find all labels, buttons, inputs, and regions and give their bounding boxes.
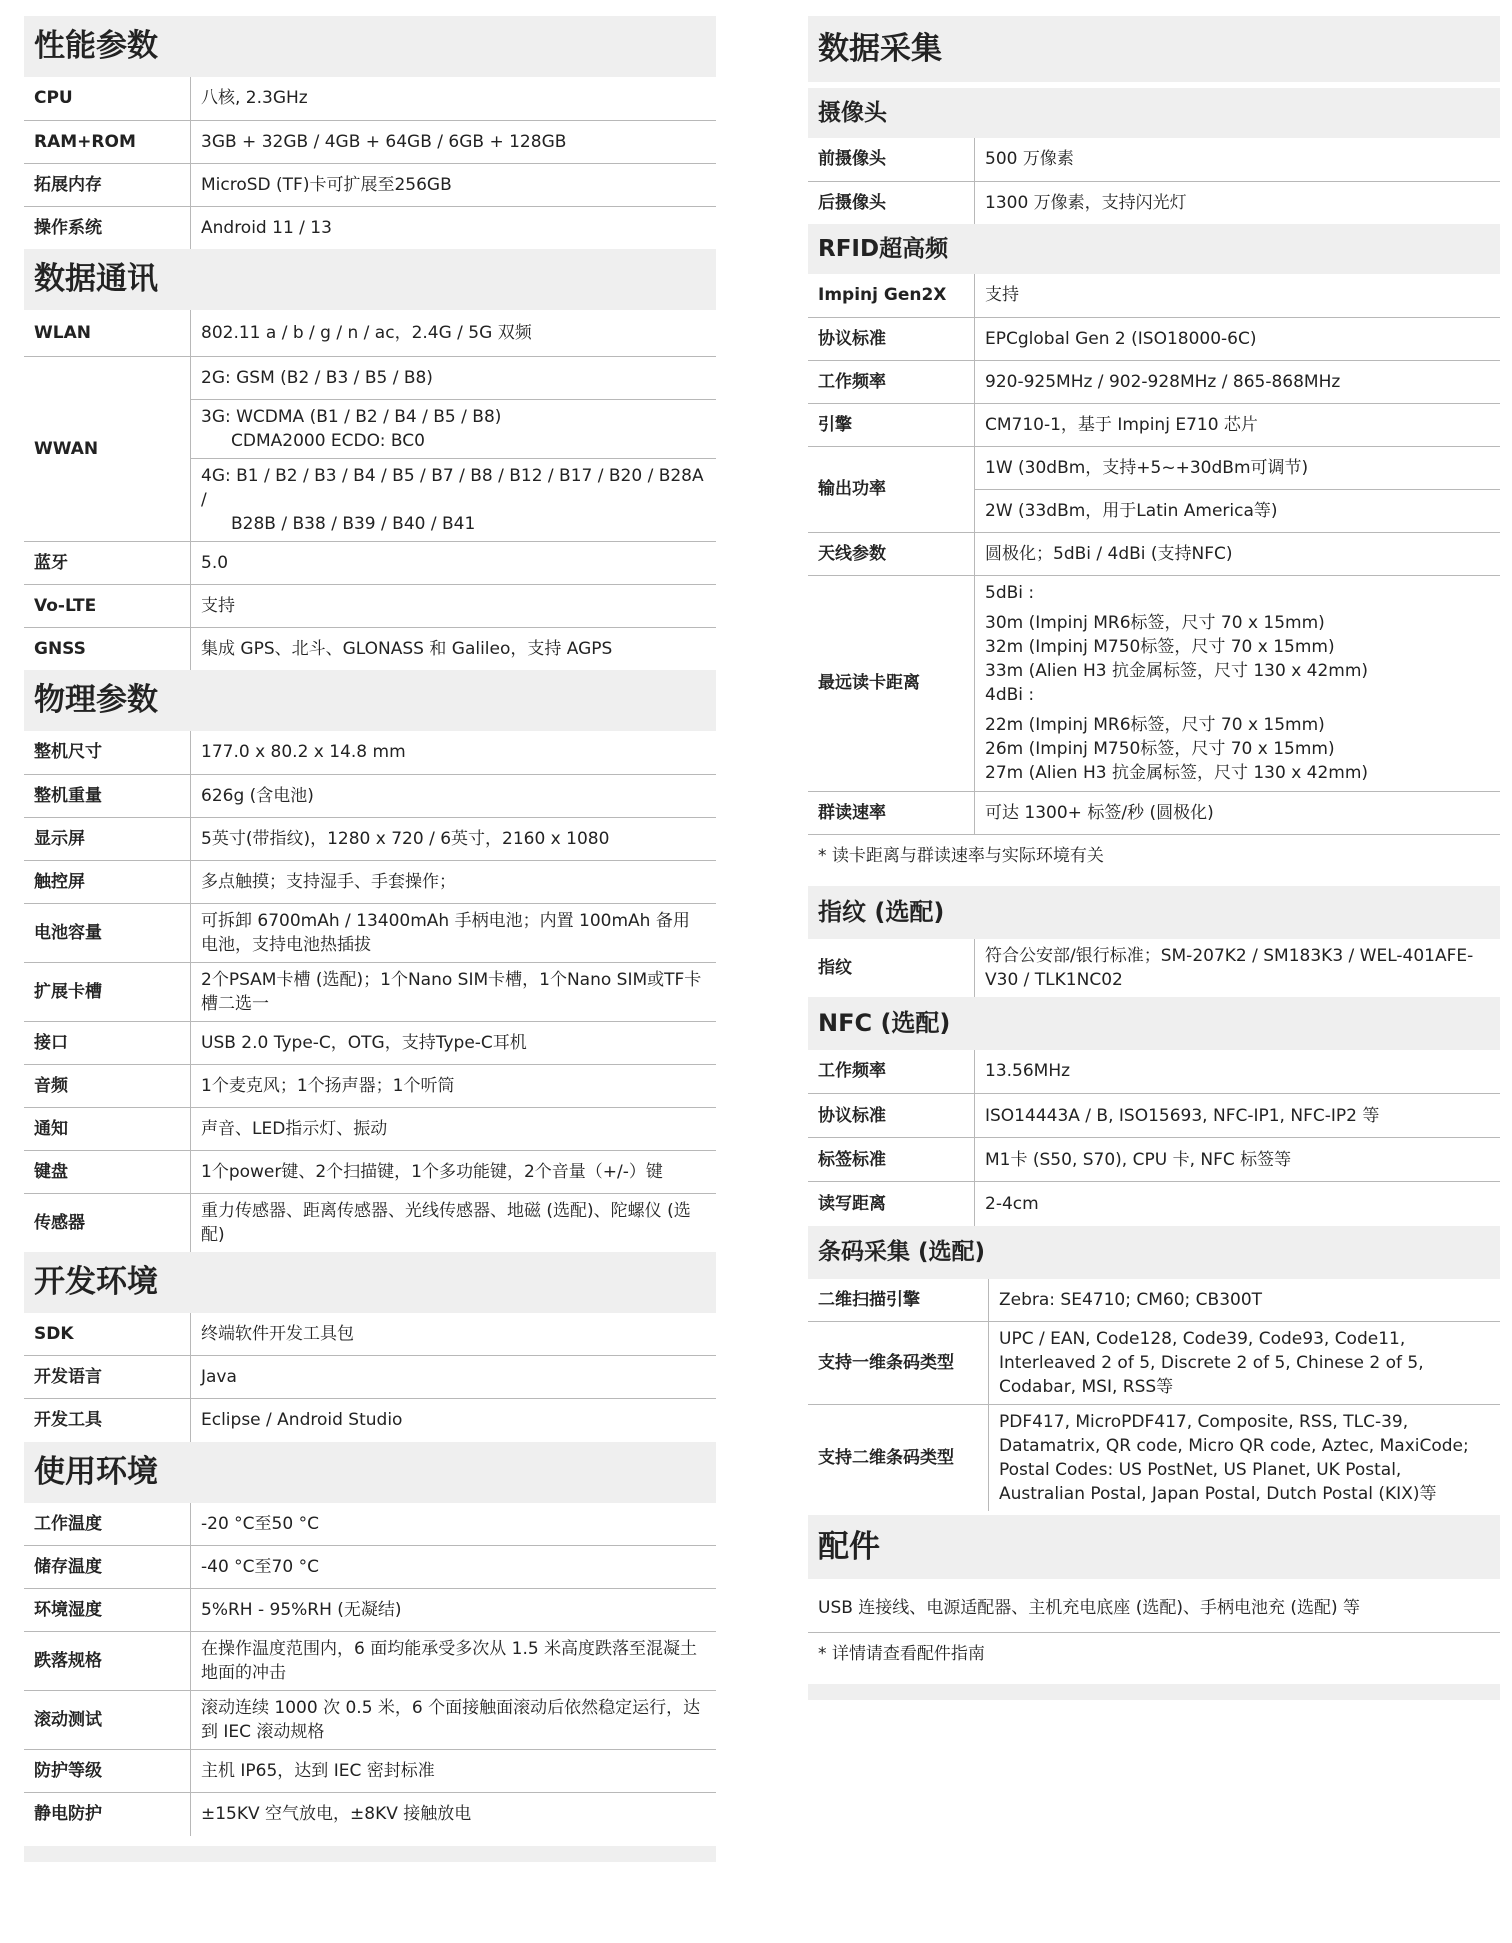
table-row — [808, 575, 1500, 791]
spec-key: 指纹 — [808, 939, 975, 997]
spec-value: 1个power键、2个扫描键，1个多功能键，2个音量（+/-）键 — [191, 1150, 717, 1193]
range-line: 26m (Impinj M750标签，尺寸 70 x 15mm) — [985, 739, 1335, 759]
spec-key: 音频 — [24, 1064, 191, 1107]
table-row — [24, 1064, 716, 1107]
spec-key: 天线参数 — [808, 532, 975, 575]
spec-table-barcode — [808, 1279, 1500, 1512]
spec-value: 5英寸(带指纹)，1280 x 720 / 6英寸，2160 x 1080 — [191, 817, 717, 860]
spec-value: EPCglobal Gen 2 (ISO18000-6C) — [975, 317, 1501, 360]
spec-value: ±15KV 空气放电，±8KV 接触放电 — [201, 1804, 472, 1825]
table-row — [24, 1750, 716, 1793]
spacer — [808, 1676, 1500, 1684]
spec-value: PDF417, MicroPDF417, Composite, RSS, TLC-39, Datamatrix, QR code, Micro QR code, Aztec, MaxiCode; Postal Codes: US PostNet, US Planet, UK Postal, Australian Postal, Japan Postal, Dutch Postal (KIX)等 — [999, 1412, 1469, 1504]
table-row — [24, 1399, 716, 1442]
table-row — [808, 138, 1500, 181]
spec-value: 八核, 2.3GHz — [191, 77, 717, 120]
table-row — [808, 181, 1500, 224]
spec-table-performance — [24, 77, 716, 249]
table-row — [24, 903, 716, 962]
spec-value: 13.56MHz — [975, 1050, 1501, 1094]
section-header-data-capture: 数据采集 — [808, 16, 1500, 82]
range-line: 27m (Alien H3 抗金属标签，尺寸 130 x 42mm) — [985, 763, 1369, 783]
sub-header-camera: 摄像头 — [808, 88, 1500, 138]
spec-value: Eclipse / Android Studio — [201, 1410, 403, 1431]
table-row — [24, 310, 716, 356]
table-row — [808, 532, 1500, 575]
table-row — [24, 1691, 716, 1750]
spec-value: Zebra: SE4710; CM60; CB300T — [989, 1279, 1501, 1322]
spec-value: 可拆卸 6700mAh / 13400mAh 手柄电池；内置 100mAh 备用电池，支持电池热插拔 — [191, 903, 717, 962]
table-row — [808, 1182, 1500, 1226]
table-row — [808, 939, 1500, 997]
spec-key: Vo-LTE — [24, 584, 191, 627]
table-row — [808, 403, 1500, 446]
range-heading: 4dBi : — [985, 685, 1035, 705]
spec-key: 显示屏 — [24, 817, 191, 860]
spec-value: ISO14443A / B, ISO15693, NFC-IP1, NFC-IP2 等 — [975, 1094, 1501, 1138]
spec-key: 储存温度 — [24, 1546, 191, 1589]
section-header-use-env: 使用环境 — [24, 1442, 716, 1503]
spec-value: 1个麦克风；1个扬声器；1个听筒 — [191, 1064, 717, 1107]
table-row — [24, 1589, 716, 1632]
footer-bar — [24, 1846, 716, 1862]
spec-value: 符合公安部/银行标准；SM-207K2 / SM183K3 / WEL-401AFE-V30 / TLK1NC02 — [985, 945, 1474, 990]
spec-value: 重力传感器、距离传感器、光线传感器、地磁 (选配)、陀螺仪 (选配) — [201, 1200, 691, 1245]
spec-value: 177.0 x 80.2 x 14.8 mm — [191, 731, 717, 774]
spec-value: USB 2.0 Type-C，OTG，支持Type-C耳机 — [191, 1021, 717, 1064]
spec-key: 引擎 — [808, 403, 975, 446]
spec-key: 协议标准 — [808, 317, 975, 360]
table-row — [24, 774, 716, 817]
range-line: 32m (Impinj M750标签，尺寸 70 x 15mm) — [985, 637, 1335, 657]
spec-value: 626g (含电池) — [191, 774, 717, 817]
spec-value: 在操作温度范围内，6 面均能承受多次从 1.5 米高度跌落至混凝土地面的冲击 — [191, 1632, 717, 1691]
table-row — [808, 1405, 1500, 1512]
spec-table-fingerprint — [808, 939, 1500, 997]
range-heading: 5dBi : — [985, 583, 1035, 603]
spec-key: 通知 — [24, 1107, 191, 1150]
table-row — [24, 962, 716, 1021]
spec-value: 920-925MHz / 902-928MHz / 865-868MHz — [975, 360, 1501, 403]
footer-bar — [808, 1684, 1500, 1700]
spec-value: 2-4cm — [985, 1193, 1039, 1214]
spec-table-physical — [24, 731, 716, 1252]
spec-value: 5%RH - 95%RH (无凝结) — [191, 1589, 717, 1632]
spec-value: 声音、LED指示灯、振动 — [191, 1107, 717, 1150]
table-row — [24, 860, 716, 903]
table-row — [808, 791, 1500, 834]
section-header-physical: 物理参数 — [24, 670, 716, 731]
spacer — [808, 878, 1500, 886]
spec-key: 工作频率 — [808, 360, 975, 403]
accessories-list: USB 连接线、电源适配器、主机充电底座 (选配)、手柄电池充 (选配) 等 — [808, 1585, 1500, 1633]
spec-key: WWAN — [24, 356, 191, 541]
spec-key: SDK — [24, 1313, 191, 1356]
spec-key: 支持二维条码类型 — [808, 1405, 989, 1512]
table-row — [24, 77, 716, 120]
table-row — [24, 627, 716, 670]
spec-key: 开发语言 — [24, 1356, 191, 1399]
wwan-3g-line: CDMA2000 ECDO: BC0 — [231, 430, 425, 451]
spec-key: 滚动测试 — [24, 1691, 191, 1750]
spec-key: 支持一维条码类型 — [808, 1322, 989, 1405]
spec-key: 前摄像头 — [808, 138, 975, 181]
spec-value: 500 万像素 — [975, 138, 1501, 181]
spec-value: CM710-1，基于 Impinj E710 芯片 — [975, 403, 1501, 446]
spec-value: UPC / EAN, Code128, Code39, Code93, Code11, Interleaved 2 of 5, Discrete 2 of 5, Chinese 2 of 5, Codabar, MSI, RSS等 — [989, 1322, 1501, 1405]
spec-value: M1卡 (S50, S70), CPU 卡, NFC 标签等 — [975, 1138, 1501, 1182]
spec-value: 支持 — [975, 274, 1501, 317]
table-row — [808, 1094, 1500, 1138]
spec-key: CPU — [24, 77, 191, 120]
table-row — [24, 206, 716, 249]
spec-value — [191, 458, 717, 541]
spec-table-camera — [808, 138, 1500, 224]
spec-table-communication — [24, 310, 716, 670]
spec-value: 2W (33dBm，用于Latin America等) — [975, 489, 1501, 532]
section-header-communication: 数据通讯 — [24, 249, 716, 310]
right-column — [808, 16, 1500, 1700]
spec-value: 3GB + 32GB / 4GB + 64GB / 6GB + 128GB — [191, 120, 717, 163]
table-row — [808, 360, 1500, 403]
table-row — [808, 1279, 1500, 1322]
spec-table-nfc — [808, 1050, 1500, 1226]
wwan-4g-line: 4G: B1 / B2 / B3 / B4 / B5 / B7 / B8 / B12 / B17 / B20 / B28A / — [201, 465, 704, 510]
range-line: 22m (Impinj MR6标签，尺寸 70 x 15mm) — [985, 715, 1325, 735]
section-header-fingerprint: 指纹 (选配) — [808, 886, 1500, 939]
table-row — [808, 317, 1500, 360]
spec-key: 后摄像头 — [808, 181, 975, 224]
spec-key: GNSS — [24, 627, 191, 670]
spec-key: WLAN — [24, 310, 191, 356]
table-row — [24, 1021, 716, 1064]
spec-key: 工作温度 — [24, 1503, 191, 1546]
spec-key: RAM+ROM — [24, 120, 191, 163]
rfid-note: * 读卡距离与群读速率与实际环境有关 — [818, 845, 1104, 866]
accessories-note: * 详情请查看配件指南 — [818, 1644, 985, 1664]
spec-key: 群读速率 — [808, 791, 975, 834]
spec-value: 1300 万像素，支持闪光灯 — [985, 192, 1187, 213]
section-header-nfc: NFC (选配) — [808, 997, 1500, 1050]
spec-key: 读写距离 — [808, 1182, 975, 1226]
spec-key: 触控屏 — [24, 860, 191, 903]
spec-key: 二维扫描引擎 — [808, 1279, 989, 1322]
spec-key: 接口 — [24, 1021, 191, 1064]
table-row — [24, 1107, 716, 1150]
spec-key: 键盘 — [24, 1150, 191, 1193]
range-line: 33m (Alien H3 抗金属标签，尺寸 130 x 42mm) — [985, 661, 1369, 681]
spec-value: 圆极化；5dBi / 4dBi (支持NFC) — [975, 532, 1501, 575]
table-row — [24, 163, 716, 206]
spec-value: -20 °C至50 °C — [191, 1503, 717, 1546]
spec-key: 整机重量 — [24, 774, 191, 817]
spec-key: 输出功率 — [808, 446, 975, 532]
spec-value: 主机 IP65，达到 IEC 密封标准 — [191, 1750, 717, 1793]
range-line: 30m (Impinj MR6标签，尺寸 70 x 15mm) — [985, 613, 1325, 633]
table-row — [24, 731, 716, 774]
spec-key: 整机尺寸 — [24, 731, 191, 774]
table-row — [24, 1632, 716, 1691]
section-header-barcode: 条码采集 (选配) — [808, 1226, 1500, 1279]
spec-value: 可达 1300+ 标签/秒 (圆极化) — [975, 791, 1501, 834]
table-row — [24, 120, 716, 163]
table-row — [24, 1503, 716, 1546]
spec-key: Impinj Gen2X — [808, 274, 975, 317]
spec-key: 电池容量 — [24, 903, 191, 962]
spec-value: 支持 — [191, 584, 717, 627]
spec-key: 操作系统 — [24, 206, 191, 249]
spec-value: 多点触摸；支持湿手、手套操作； — [191, 860, 717, 903]
spec-key: 拓展内存 — [24, 163, 191, 206]
table-row — [24, 1356, 716, 1399]
spec-value: 终端软件开发工具包 — [191, 1313, 717, 1356]
spec-value: Java — [191, 1356, 717, 1399]
spec-value: Android 11 / 13 — [201, 217, 332, 238]
spec-key: 传感器 — [24, 1193, 191, 1252]
spec-key: 静电防护 — [24, 1793, 191, 1836]
spec-value: 1W (30dBm，支持+5~+30dBm可调节) — [975, 446, 1501, 489]
spec-key: 跌落规格 — [24, 1632, 191, 1691]
spec-value: 集成 GPS、北斗、GLONASS 和 Galileo，支持 AGPS — [201, 638, 613, 659]
table-row — [808, 1322, 1500, 1405]
table-row — [808, 446, 1500, 489]
spec-value: 2G: GSM (B2 / B3 / B5 / B8) — [191, 356, 717, 399]
spec-key: 标签标准 — [808, 1138, 975, 1182]
wwan-4g-line: B28B / B38 / B39 / B40 / B41 — [231, 513, 476, 534]
spec-key: 环境湿度 — [24, 1589, 191, 1632]
spec-value: 滚动连续 1000 次 0.5 米，6 个面接触面滚动后依然稳定运行，达到 IEC 滚动规格 — [191, 1691, 717, 1750]
spec-key: 最远读卡距离 — [808, 575, 975, 791]
spec-value: 2个PSAM卡槽 (选配)；1个Nano SIM卡槽，1个Nano SIM或TF卡槽二选一 — [191, 962, 717, 1021]
table-row — [24, 1193, 716, 1252]
spec-value: 802.11 a / b / g / n / ac，2.4G / 5G 双频 — [191, 310, 717, 356]
spec-value: MicroSD (TF)卡可扩展至256GB — [191, 163, 717, 206]
table-row — [808, 1050, 1500, 1094]
spec-value: 5.0 — [191, 541, 717, 584]
table-row — [24, 1793, 716, 1836]
left-column — [24, 16, 716, 1862]
section-header-dev-env: 开发环境 — [24, 1252, 716, 1313]
sub-header-rfid: RFID超高频 — [808, 224, 1500, 274]
spec-table-dev-env — [24, 1313, 716, 1442]
spec-table-use-env — [24, 1503, 716, 1836]
spec-key: 工作频率 — [808, 1050, 975, 1094]
table-row — [808, 1138, 1500, 1182]
wwan-3g-line: 3G: WCDMA (B1 / B2 / B4 / B5 / B8) — [201, 406, 502, 427]
spec-table-rfid — [808, 274, 1500, 835]
spec-value — [191, 399, 717, 458]
spec-key: 蓝牙 — [24, 541, 191, 584]
table-row — [24, 541, 716, 584]
spec-key: 开发工具 — [24, 1399, 191, 1442]
table-row — [24, 1546, 716, 1589]
spec-key: 协议标准 — [808, 1094, 975, 1138]
spec-value: -40 °C至70 °C — [191, 1546, 717, 1589]
table-row — [24, 584, 716, 627]
spec-key: 扩展卡槽 — [24, 962, 191, 1021]
section-header-performance: 性能参数 — [24, 16, 716, 77]
table-row — [24, 1150, 716, 1193]
table-row — [24, 356, 716, 399]
table-row — [24, 817, 716, 860]
spec-value — [975, 575, 1501, 791]
spec-key: 防护等级 — [24, 1750, 191, 1793]
table-row — [24, 1313, 716, 1356]
table-row — [808, 274, 1500, 317]
section-header-accessories: 配件 — [808, 1515, 1500, 1579]
